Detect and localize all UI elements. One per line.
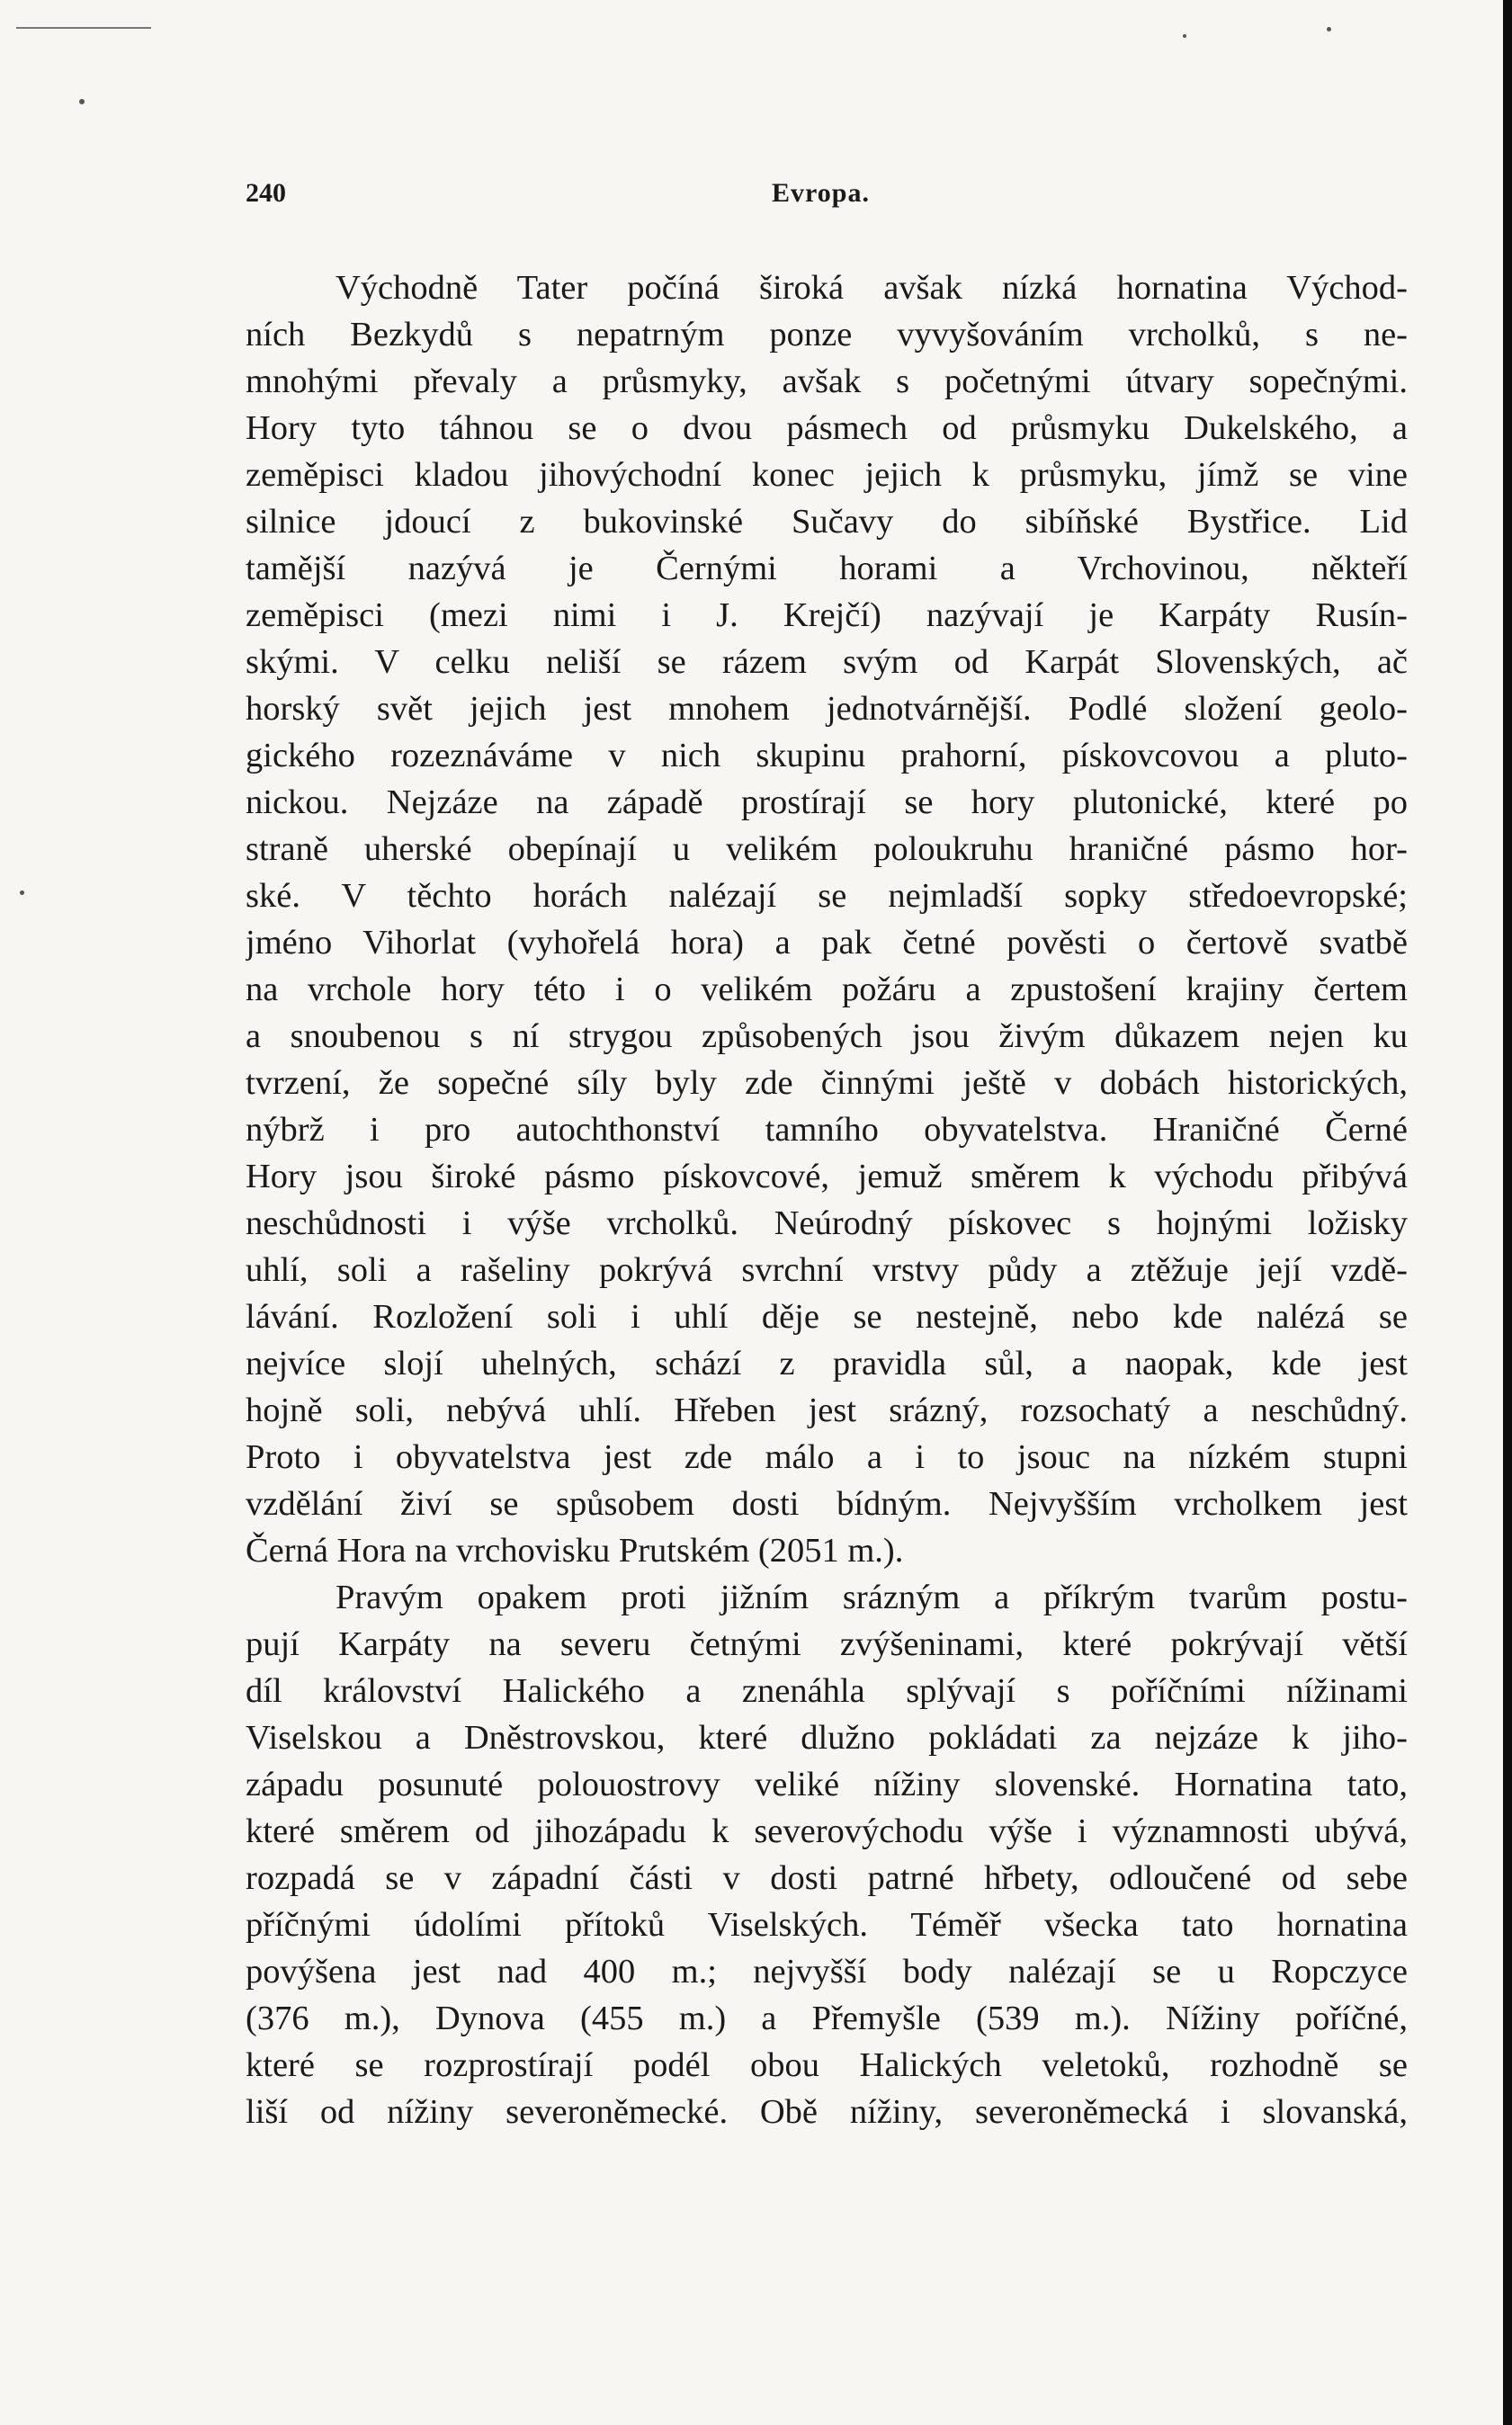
scan-edge-right xyxy=(1503,0,1512,2425)
text-line: zeměpisci (mezi nimi i J. Krejčí) nazývají je Karpáty Rusín- xyxy=(246,596,1408,634)
scan-speck xyxy=(20,890,24,895)
scan-speck xyxy=(79,99,85,104)
text-line: liší od nížiny severoněmecké. Obě nížiny, severoněmecká i slovanská, xyxy=(246,2093,1408,2131)
text-line: pují Karpáty na severu četnými zvýšeninami, které pokrývají větší xyxy=(246,1625,1408,1663)
text-line: Východně Tater počíná široká avšak nízká hornatina Východ- xyxy=(336,269,1408,307)
text-line: skými. V celku neliší se rázem svým od Karpát Slovenských, ač xyxy=(246,643,1408,681)
text-line: nejvíce slojí uhelných, schází z pravidla sůl, a naopak, kde jest xyxy=(246,1345,1408,1383)
page-header xyxy=(246,178,1415,214)
text-line: západu posunuté polouostrovy veliké nížiny slovenské. Hornatina tato, xyxy=(246,1766,1408,1803)
text-line: Viselskou a Dněstrovskou, které dlužno pokládati za nejzáze k jiho- xyxy=(246,1719,1408,1757)
text-line: uhlí, soli a rašeliny pokrývá svrchní vrstvy půdy a ztěžuje její vzdě- xyxy=(246,1251,1408,1289)
body-text xyxy=(246,264,1408,2135)
text-line: lávání. Rozložení soli i uhlí děje se nestejně, nebo kde nalézá se xyxy=(246,1298,1408,1336)
page-number: 240 xyxy=(246,178,286,208)
text-line: straně uherské obepínají u velikém poloukruhu hraničné pásmo hor- xyxy=(246,830,1408,868)
text-line: tamější nazývá je Černými horami a Vrchovinou, někteří xyxy=(246,550,1408,587)
text-line: Pravým opakem proti jižním srázným a příkrým tvarům postu- xyxy=(336,1579,1408,1616)
text-line: ské. V těchto horách nalézají se nejmladší sopky středoevropské; xyxy=(246,877,1408,915)
scan-edge-top xyxy=(16,27,151,29)
text-line: vzdělání živí se spůsobem dosti bídným. Nejvyšším vrcholkem jest xyxy=(246,1485,1408,1523)
text-line: mnohými převaly a průsmyky, avšak s početnými útvary sopečnými. xyxy=(246,362,1408,400)
text-line: tvrzení, že sopečné síly byly zde činnými ještě v dobách historických, xyxy=(246,1064,1408,1102)
text-line: Hory jsou široké pásmo pískovcové, jemuž směrem k východu přibývá xyxy=(246,1158,1408,1195)
text-line: a snoubenou s ní strygou způsobených jsou živým důkazem nejen ku xyxy=(246,1017,1408,1055)
scan-speck xyxy=(1327,27,1331,31)
text-line: gického rozeznáváme v nich skupinu prahorní, pískovcovou a pluto- xyxy=(246,737,1408,774)
text-line: Hory tyto táhnou se o dvou pásmech od průsmyku Dukelského, a xyxy=(246,409,1408,447)
text-line: které směrem od jihozápadu k severovýchodu výše i významnosti ubývá, xyxy=(246,1812,1408,1850)
text-line: Černá Hora na vrchovisku Prutském (2051 m.). xyxy=(246,1532,904,1570)
text-line: které se rozprostírají podél obou Halických veletoků, rozhodně se xyxy=(246,2046,1408,2084)
paragraph-2 xyxy=(246,1574,1408,2135)
text-line: neschůdnosti i výše vrcholků. Neúrodný pískovec s hojnými ložisky xyxy=(246,1204,1408,1242)
text-line: zeměpisci kladou jihovýchodní konec jejich k průsmyku, jímž se vine xyxy=(246,456,1408,494)
text-line: (376 m.), Dynova (455 m.) a Přemyšle (539 m.). Nížiny poříčné, xyxy=(246,2000,1408,2037)
running-title: Evropa. xyxy=(772,178,870,208)
text-line: ních Bezkydů s nepatrným ponze vyvyšováním vrcholků, s ne- xyxy=(246,316,1408,353)
text-line: horský svět jejich jest mnohem jednotvárnější. Podlé složení geolo- xyxy=(246,690,1408,728)
text-line: nýbrž i pro autochthonství tamního obyvatelstva. Hraničné Černé xyxy=(246,1111,1408,1149)
scan-speck xyxy=(1183,34,1186,38)
paragraph-1 xyxy=(246,264,1408,1574)
text-line: nickou. Nejzáze na západě prostírají se hory plutonické, které po xyxy=(246,783,1408,821)
text-line: na vrchole hory této i o velikém požáru a zpustošení krajiny čertem xyxy=(246,971,1408,1008)
text-line: rozpadá se v západní části v dosti patrné hřbety, odloučené od sebe xyxy=(246,1859,1408,1897)
text-line: hojně soli, nebývá uhlí. Hřeben jest srázný, rozsochatý a neschůdný. xyxy=(246,1391,1408,1429)
text-line: silnice jdoucí z bukovinské Sučavy do sibíňské Bystřice. Lid xyxy=(246,503,1408,541)
text-line: příčnými údolími přítoků Viselských. Téměř všecka tato hornatina xyxy=(246,1906,1408,1944)
text-line: jméno Vihorlat (vyhořelá hora) a pak četné pověsti o čertově svatbě xyxy=(246,924,1408,962)
text-line: díl království Halického a znenáhla splývají s poříčními nížinami xyxy=(246,1672,1408,1710)
text-line: povýšena jest nad 400 m.; nejvyšší body nalézají se u Ropczyce xyxy=(246,1953,1408,1991)
text-line: Proto i obyvatelstva jest zde málo a i to jsouc na nízkém stupni xyxy=(246,1438,1408,1476)
